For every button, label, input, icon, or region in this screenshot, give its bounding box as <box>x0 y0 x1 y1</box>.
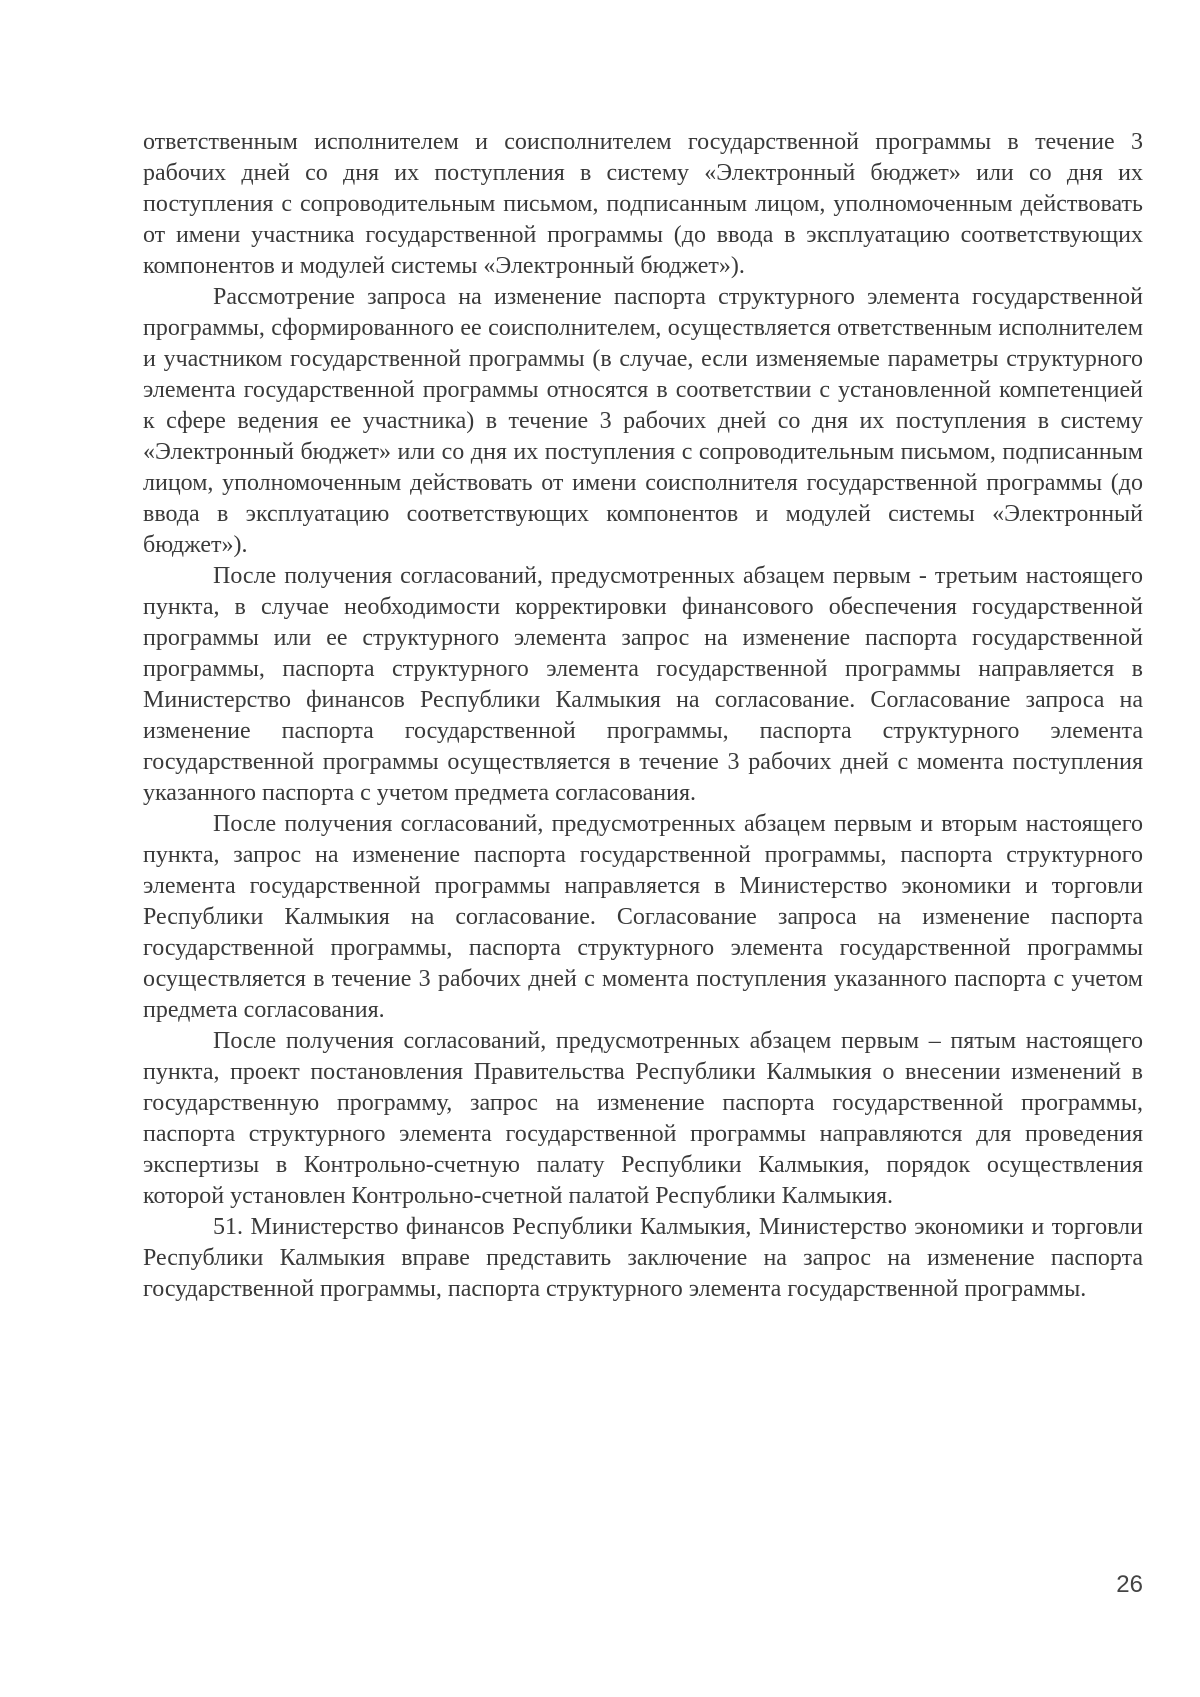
paragraph-ministry-finance: После получения согласований, предусмотренных абзацем первым - третьим настоящего пункта, в случае необходимости корректировки финансового обеспечения государственной программы или ее структурного элемента запрос на изменение паспорта государственной программы, паспорта структурного элемента государственной программы направляется в Министерство финансов Республики Калмыкия на согласование. Согласование запроса на изменение паспорта государственной программы, паспорта структурного элемента государственной программы осуществляется в течение 3 рабочих дней с момента поступления указанного паспорта с учетом предмета согласования. <box>143 563 1143 806</box>
paragraph-item-51: 51. Министерство финансов Республики Калмыкия, Министерство экономики и торговли Республики Калмыкия вправе представить заключение на запрос на изменение паспорта государственной программы, паспорта структурного элемента государственной программы. <box>143 1214 1143 1302</box>
page-number: 26 <box>1116 1571 1143 1598</box>
document-body <box>143 127 1143 1305</box>
paragraph-ministry-economy: После получения согласований, предусмотренных абзацем первым и вторым настоящего пункта, запрос на изменение паспорта государственной программы, паспорта структурного элемента государственной программы направляется в Министерство экономики и торговли Республики Калмыкия на согласование. Согласование запроса на изменение паспорта государственной программы, паспорта структурного элемента государственной программы осуществляется в течение 3 рабочих дней с момента поступления указанного паспорта с учетом предмета согласования. <box>143 811 1143 1023</box>
paragraph-review-request: Рассмотрение запроса на изменение паспорта структурного элемента государственной программы, сформированного ее соисполнителем, осуществляется ответственным исполнителем и участником государственной программы (в случае, если изменяемые параметры структурного элемента государственной программы относятся в соответствии с установленной компетенцией к сфере ведения ее участника) в течение 3 рабочих дней со дня их поступления в систему «Электронный бюджет» или со дня их поступления с сопроводительным письмом, подписанным лицом, уполномоченным действовать от имени соисполнителя государственной программы (до ввода в эксплуатацию соответствующих компонентов и модулей системы «Электронный бюджет»). <box>143 284 1143 558</box>
paragraph-continuation: ответственным исполнителем и соисполнителем государственной программы в течение 3 рабочих дней со дня их поступления в систему «Электронный бюджет» или со дня их поступления с сопроводительным письмом, подписанным лицом, уполномоченным действовать от имени участника государственной программы (до ввода в эксплуатацию соответствующих компонентов и модулей системы «Электронный бюджет»). <box>143 129 1143 279</box>
paragraph-audit-chamber: После получения согласований, предусмотренных абзацем первым – пятым настоящего пункта, проект постановления Правительства Республики Калмыкия о внесении изменений в государственную программу, запрос на изменение паспорта государственной программы, паспорта структурного элемента государственной программы направляются для проведения экспертизы в Контрольно-счетную палату Республики Калмыкия, порядок осуществления которой установлен Контрольно-счетной палатой Республики Калмыкия. <box>143 1028 1143 1209</box>
